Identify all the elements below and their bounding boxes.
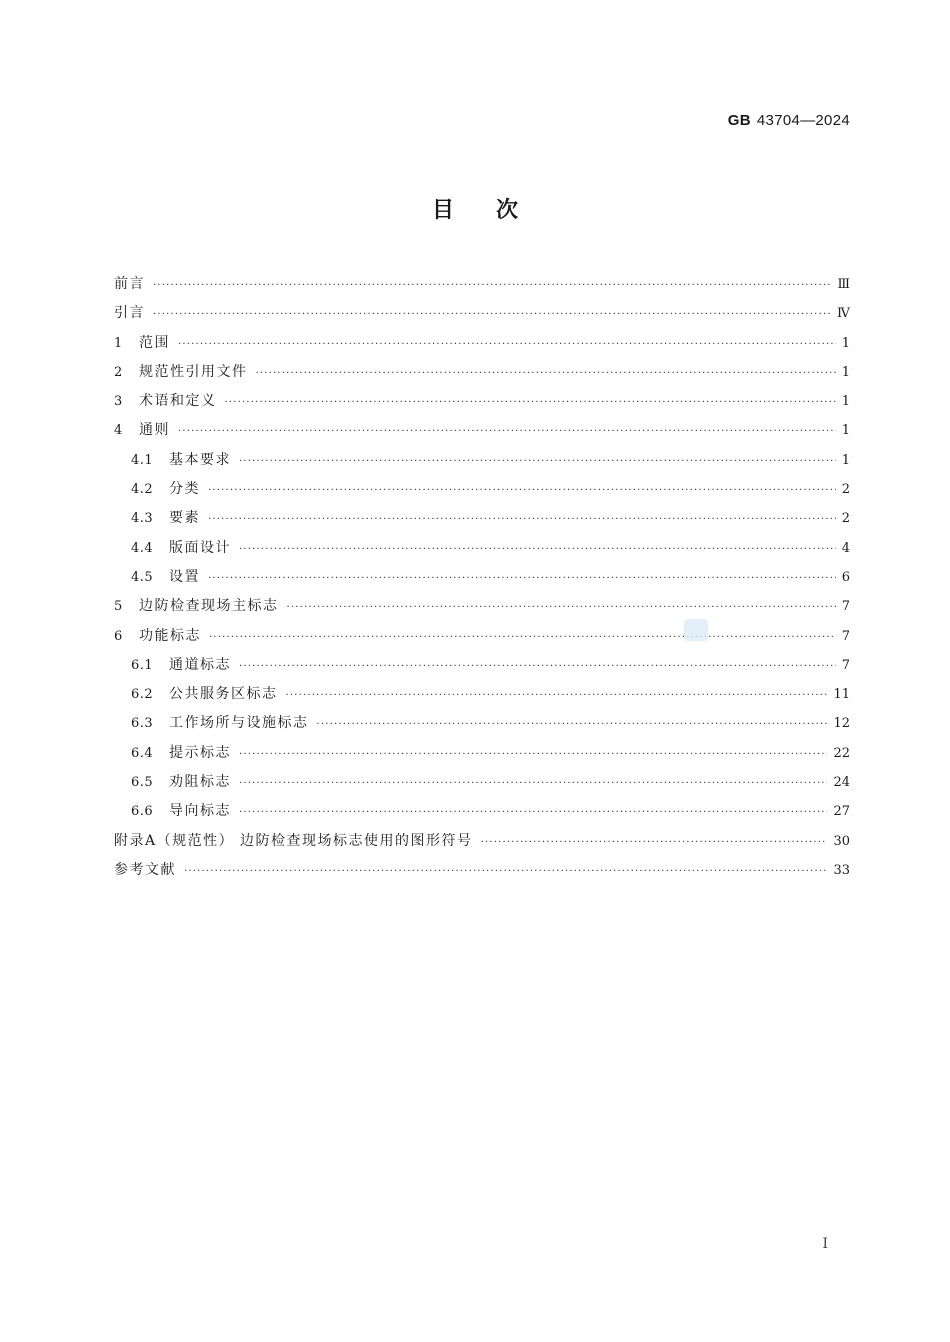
toc-entry[interactable] (114, 358, 850, 387)
toc-entry-label: 术语和定义 (139, 393, 217, 410)
page-number: Ⅰ (822, 1236, 828, 1252)
toc-entry-number: 6.4 (131, 745, 154, 761)
toc-entry-label: 劝阻标志 (169, 774, 231, 791)
toc-entry-page: 12 (833, 716, 850, 732)
toc-entry-label: 设置 (169, 568, 200, 585)
toc-leader-dots (184, 857, 827, 885)
toc-entry-page: 11 (833, 687, 850, 703)
toc-entry-page: 1 (841, 394, 850, 410)
toc-entry[interactable] (114, 856, 850, 885)
toc-entry-label: 功能标志 (139, 627, 201, 644)
toc-entry-label: 分类 (169, 481, 200, 498)
toc-entry-page: 1 (841, 452, 850, 468)
toc-entry[interactable] (114, 416, 850, 445)
toc-leader-dots (153, 300, 831, 328)
toc-leader-dots (225, 388, 836, 416)
toc-leader-dots (239, 798, 827, 826)
toc-leader-dots (481, 828, 828, 856)
toc-leader-dots (239, 447, 836, 475)
toc-entry-label: 基本要求 (169, 451, 231, 468)
toc-entry[interactable] (114, 739, 850, 768)
toc-entry-page: 7 (841, 628, 850, 644)
toc-entry-page: 1 (841, 364, 850, 380)
toc-entry[interactable] (114, 387, 850, 416)
toc-entry-page: 30 (833, 833, 850, 849)
toc-entry[interactable] (114, 622, 850, 651)
toc-leader-dots (239, 740, 827, 768)
toc-entry-label: 要素 (169, 510, 200, 527)
toc-entry-page: Ⅳ (837, 306, 850, 322)
toc-entry[interactable] (114, 592, 850, 621)
toc-entry-label: 公共服务区标志 (169, 686, 278, 703)
toc-entry-number: 6.3 (131, 716, 154, 732)
toc-leader-dots (286, 681, 828, 709)
toc-title: 目次 (431, 198, 560, 223)
toc-entry[interactable] (114, 534, 850, 563)
toc-entry-number: 4.3 (131, 511, 154, 527)
toc-entry-number: 4.2 (131, 482, 154, 498)
toc-entry[interactable] (114, 651, 850, 680)
toc-entry-number: 4.1 (131, 452, 154, 468)
toc-leader-dots (317, 710, 828, 738)
toc-entry-label: 参考文献 (114, 861, 176, 878)
toc-entry-number: 1 (114, 335, 123, 351)
toc-entry-number: 6.1 (131, 657, 154, 673)
toc-entry-label: 附录A（规范性） 边防检查现场标志使用的图形符号 (114, 832, 473, 849)
toc-entry-label: 版面设计 (169, 539, 231, 556)
toc-leader-dots (208, 564, 836, 592)
toc-entry-page: 24 (833, 775, 850, 791)
toc-entry-label: 通则 (139, 422, 170, 439)
standard-code (728, 112, 850, 129)
toc-entry[interactable] (114, 299, 850, 328)
toc-entry-number: 5 (114, 599, 123, 615)
toc-entry[interactable] (114, 475, 850, 504)
toc-leader-dots (239, 652, 836, 680)
toc-entry-label: 边防检查现场主标志 (139, 598, 279, 615)
table-of-contents (114, 270, 850, 885)
toc-entry-number: 6.6 (131, 804, 154, 820)
toc-leader-dots (178, 330, 836, 358)
toc-entry-number: 4 (114, 423, 123, 439)
toc-entry-number: 6 (114, 628, 123, 644)
toc-entry-label: 前言 (114, 276, 145, 292)
toc-entry-number: 4.4 (131, 540, 154, 556)
toc-entry-page: 2 (841, 482, 850, 498)
toc-entry-number: 6.5 (131, 775, 154, 791)
standard-number: 43704—2024 (756, 112, 850, 129)
toc-entry[interactable] (114, 797, 850, 826)
toc-entry-page: 22 (833, 745, 850, 761)
toc-entry-label: 导向标志 (169, 803, 231, 820)
toc-entry[interactable] (114, 270, 850, 299)
toc-leader-dots (239, 535, 836, 563)
toc-entry-page: 1 (841, 335, 850, 351)
toc-entry[interactable] (114, 446, 850, 475)
toc-entry-label: 范围 (139, 334, 170, 351)
toc-entry-page: 6 (841, 569, 850, 585)
toc-entry-label: 通道标志 (169, 656, 231, 673)
watermark-logo (684, 619, 708, 641)
toc-entry-number: 3 (114, 394, 123, 410)
toc-leader-dots (239, 769, 827, 797)
toc-leader-dots (208, 505, 836, 533)
toc-leader-dots (208, 476, 836, 504)
toc-leader-dots (209, 623, 836, 651)
toc-leader-dots (256, 359, 836, 387)
toc-entry-page: 27 (833, 804, 850, 820)
toc-entry-page: 2 (841, 511, 850, 527)
toc-entry[interactable] (114, 827, 850, 856)
toc-entry-page: 33 (833, 862, 850, 878)
toc-entry-page: Ⅲ (837, 277, 850, 292)
toc-entry-page: 7 (841, 657, 850, 673)
toc-entry[interactable] (114, 680, 850, 709)
toc-entry[interactable] (114, 504, 850, 533)
toc-entry-number: 4.5 (131, 569, 154, 585)
toc-entry-label: 提示标志 (169, 744, 231, 761)
toc-entry[interactable] (114, 329, 850, 358)
toc-entry-label: 引言 (114, 305, 145, 322)
toc-leader-dots (153, 271, 831, 299)
toc-entry-number: 2 (114, 364, 123, 380)
toc-entry[interactable] (114, 563, 850, 592)
toc-entry-page: 4 (841, 540, 850, 556)
toc-entry-page: 7 (841, 599, 850, 615)
toc-entry[interactable] (114, 709, 850, 738)
toc-entry-label: 工作场所与设施标志 (169, 715, 309, 732)
toc-entry-number: 6.2 (131, 687, 154, 703)
toc-leader-dots (287, 593, 836, 621)
toc-entry-page: 1 (841, 423, 850, 439)
toc-leader-dots (178, 417, 836, 445)
toc-entry[interactable] (114, 768, 850, 797)
toc-entry-label: 规范性引用文件 (139, 363, 248, 380)
standard-prefix: GB (727, 112, 751, 129)
